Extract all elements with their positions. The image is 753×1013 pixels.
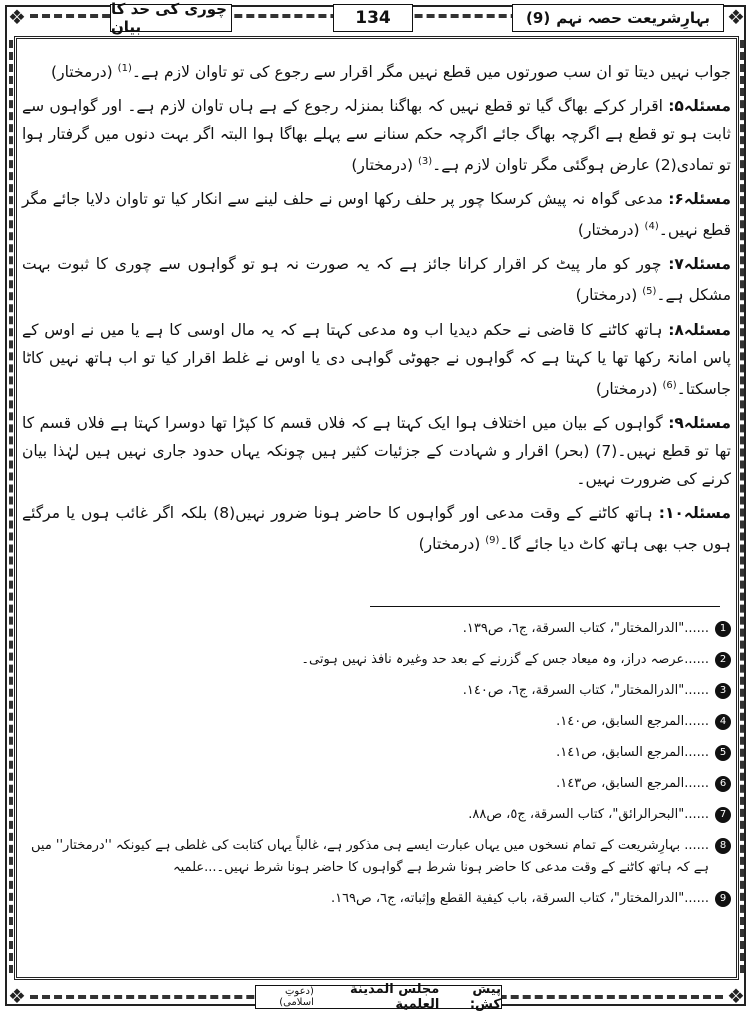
footnote-item [22, 742, 731, 764]
corner-ornament-icon: ❖ [727, 5, 745, 29]
footnote-item [22, 680, 731, 702]
source-citation: (درمختار) [351, 156, 413, 175]
footnote-item [22, 618, 731, 640]
source-citation: (درمختار) [577, 221, 640, 240]
paragraph-text: جواب نہیں دیتا تو ان سب صورتوں میں قطع نہیں مگر اقرار سے رجوع کی تو تاوان لازم ہے۔ [131, 63, 731, 82]
footnote-number: 6 [715, 776, 731, 792]
main-text [22, 55, 731, 564]
footnote-number: 5 [715, 745, 731, 761]
paragraph [22, 250, 731, 309]
footnote-number: 1 [715, 621, 731, 637]
footnote-text: ......المرجع السابق، ص١٤١. [556, 745, 709, 760]
book-title-text: بہارِشریعت حصہ نہم [556, 9, 710, 27]
footnote-item [22, 773, 731, 795]
footnote-reference: (3) [417, 156, 433, 168]
masala-label: مسئلہ۷: [668, 255, 731, 274]
footnote-text: ......"الدرالمختار"، كتاب السرقة، ج٦، ص١٤٠. [462, 683, 709, 698]
source-citation: (درمختار) [51, 63, 113, 82]
paragraph-text: مدعی گواہ نہ پیش کرسکا چور پر حلف رکھا اوس نے حلف لینے سے انکار کیا تو تاوان دلایا جائے مگر قطع نہیں۔ [22, 190, 731, 240]
footnote-number: 7 [715, 807, 731, 823]
paragraph [22, 92, 731, 179]
paragraph [22, 499, 731, 558]
page-number [333, 4, 413, 32]
paragraph [22, 409, 731, 493]
footnote-separator [370, 606, 720, 607]
footnote-text: ......"الدرالمختار"، كتاب السرقة، ج٦، ص١٣٩. [462, 621, 709, 636]
footnote-number: 4 [715, 714, 731, 730]
source-citation: (درمختار) [575, 286, 638, 305]
footnote-number: 3 [715, 683, 731, 699]
corner-ornament-icon: ❖ [8, 5, 26, 29]
chapter-title [110, 0, 232, 36]
footnote-item [22, 649, 731, 671]
footnote-item [22, 835, 731, 879]
paragraph-text: گواہوں کے بیان میں اختلاف ہوا ایک کہتا ہے کہ فلاں قسم کا کپڑا تھا دوسرا کہتا ہے فلاں قسم کا تھا تو قطع نہیں۔(7) (بحر) اقرار و شہادت کے جزئیات کثیر ہیں چونکہ یہاں حدود جاری نہیں ہیں لہٰذا بیان کرنے کی ضرورت نہیں۔ [22, 413, 731, 488]
chapter-title-text: چوری کی حد کا بیان [111, 0, 227, 36]
footnote-text: ......عرصہ دراز، وہ میعاد جس کے گزرنے کے بعد حد وغیرہ نافذ نہیں ہوتی۔ [301, 652, 709, 667]
footnote-reference: (4) [644, 221, 659, 233]
footnote-reference: (1) [117, 63, 132, 74]
masala-label: مسئلہ۹: [668, 413, 731, 432]
publisher-footer [255, 982, 502, 1012]
footnote-reference: (5) [642, 286, 657, 298]
footnote-number: 8 [715, 838, 731, 854]
footnote-item [22, 711, 731, 733]
footnote-text: ......"البحرالرائق"، كتاب السرقة، ج٥، ص٨٨. [468, 807, 709, 822]
publisher-subtitle: (دعوتِ اسلامی) [279, 986, 314, 1008]
footnote-item [22, 888, 731, 910]
paragraph-text: ہاتھ کاٹنے کا قاضی نے حکم دیدیا اب وہ مدعی کہتا ہے کہ یہ مال اوسی کا ہے یا میں نے اوس کے پاس امانۃ رکھا تھا یا کہتا ہے کہ گواہوں نے جھوٹی گواہی دی یا اوس نے غلط اقرار کیا تو اب ہاتھ نہیں کاٹا جاسکتا۔ [22, 320, 731, 398]
paragraph [22, 185, 731, 244]
paragraph [22, 55, 731, 86]
page-number-text: 134 [355, 8, 391, 28]
publisher-name: مجلس المدينة العلمية [350, 982, 440, 1012]
footnote-text: ......"الدرالمختار"، كتاب السرقة، باب كيفية القطع وإثباته، ج٦، ص١٦٩. [330, 891, 709, 906]
footnotes [22, 618, 731, 919]
footnote-text: ...... بہارِشریعت کے تمام نسخوں میں یہاں عبارت ایسے ہی مذکور ہے، غالباً یہاں کتابت کی غلطی ہے کیونکہ ''درمختار'' میں ہے کہ ہاتھ کاٹنے کے وقت مدعی کا حاضر ہونا شرط ہے گواہوں کا حاضر ہونا شرط نہیں۔...علمیہ [31, 838, 709, 875]
footnote-number: 2 [715, 652, 731, 668]
masala-label: مسئلہ۵: [668, 97, 731, 116]
paragraph [22, 316, 731, 403]
masala-label: مسئلہ۸: [668, 320, 731, 339]
footnote-reference: (6) [662, 379, 677, 391]
paragraph-text: اقرار کرکے بھاگ گیا تو قطع نہیں کہ بھاگنا بمنزلہ رجوع کے ہے ہاں تاوان لازم ہے۔ اور گواہوں سے ثابت ہو تو قطع ہے اگرچہ بھاگ جائے اگرچہ حکم سنانے سے پہلے بھاگا ہوا البتہ اگر بہت دنوں میں گرفتار ہوا تو تمادی(2) عارض ہوگئی مگر تاوان لازم ہے۔ [22, 97, 731, 175]
footnote-reference: (9) [485, 534, 500, 546]
footnote-number: 9 [715, 891, 731, 907]
masala-label: مسئلہ۶: [668, 190, 731, 209]
part-number: (9) [526, 9, 551, 27]
footer-label: پیش کش: [469, 982, 501, 1012]
masala-label: مسئلہ۱۰: [658, 503, 731, 522]
paragraph-text: ہاتھ کاٹنے کے وقت مدعی اور گواہوں کا حاضر ہونا ضرور نہیں(8) بلکہ اگر غائب ہوں یا مرگئے ہوں جب بھی ہاتھ کاٹ دیا جائے گا۔ [22, 503, 731, 553]
corner-ornament-icon: ❖ [727, 984, 745, 1008]
footnote-text: ......المرجع السابق، ص١٤٣. [556, 776, 709, 791]
footnote-item [22, 804, 731, 826]
footnote-text: ......المرجع السابق، ص١٤٠. [556, 714, 709, 729]
corner-ornament-icon: ❖ [8, 984, 26, 1008]
source-citation: (درمختار) [418, 534, 481, 553]
source-citation: (درمختار) [595, 379, 658, 398]
paragraph-text: چور کو مار پیٹ کر اقرار کرانا جائز ہے کہ یہ صورت نہ ہو تو گواہوں سے چوری کا ثبوت بہت مشکل ہے۔ [22, 255, 731, 305]
book-title [512, 4, 724, 32]
